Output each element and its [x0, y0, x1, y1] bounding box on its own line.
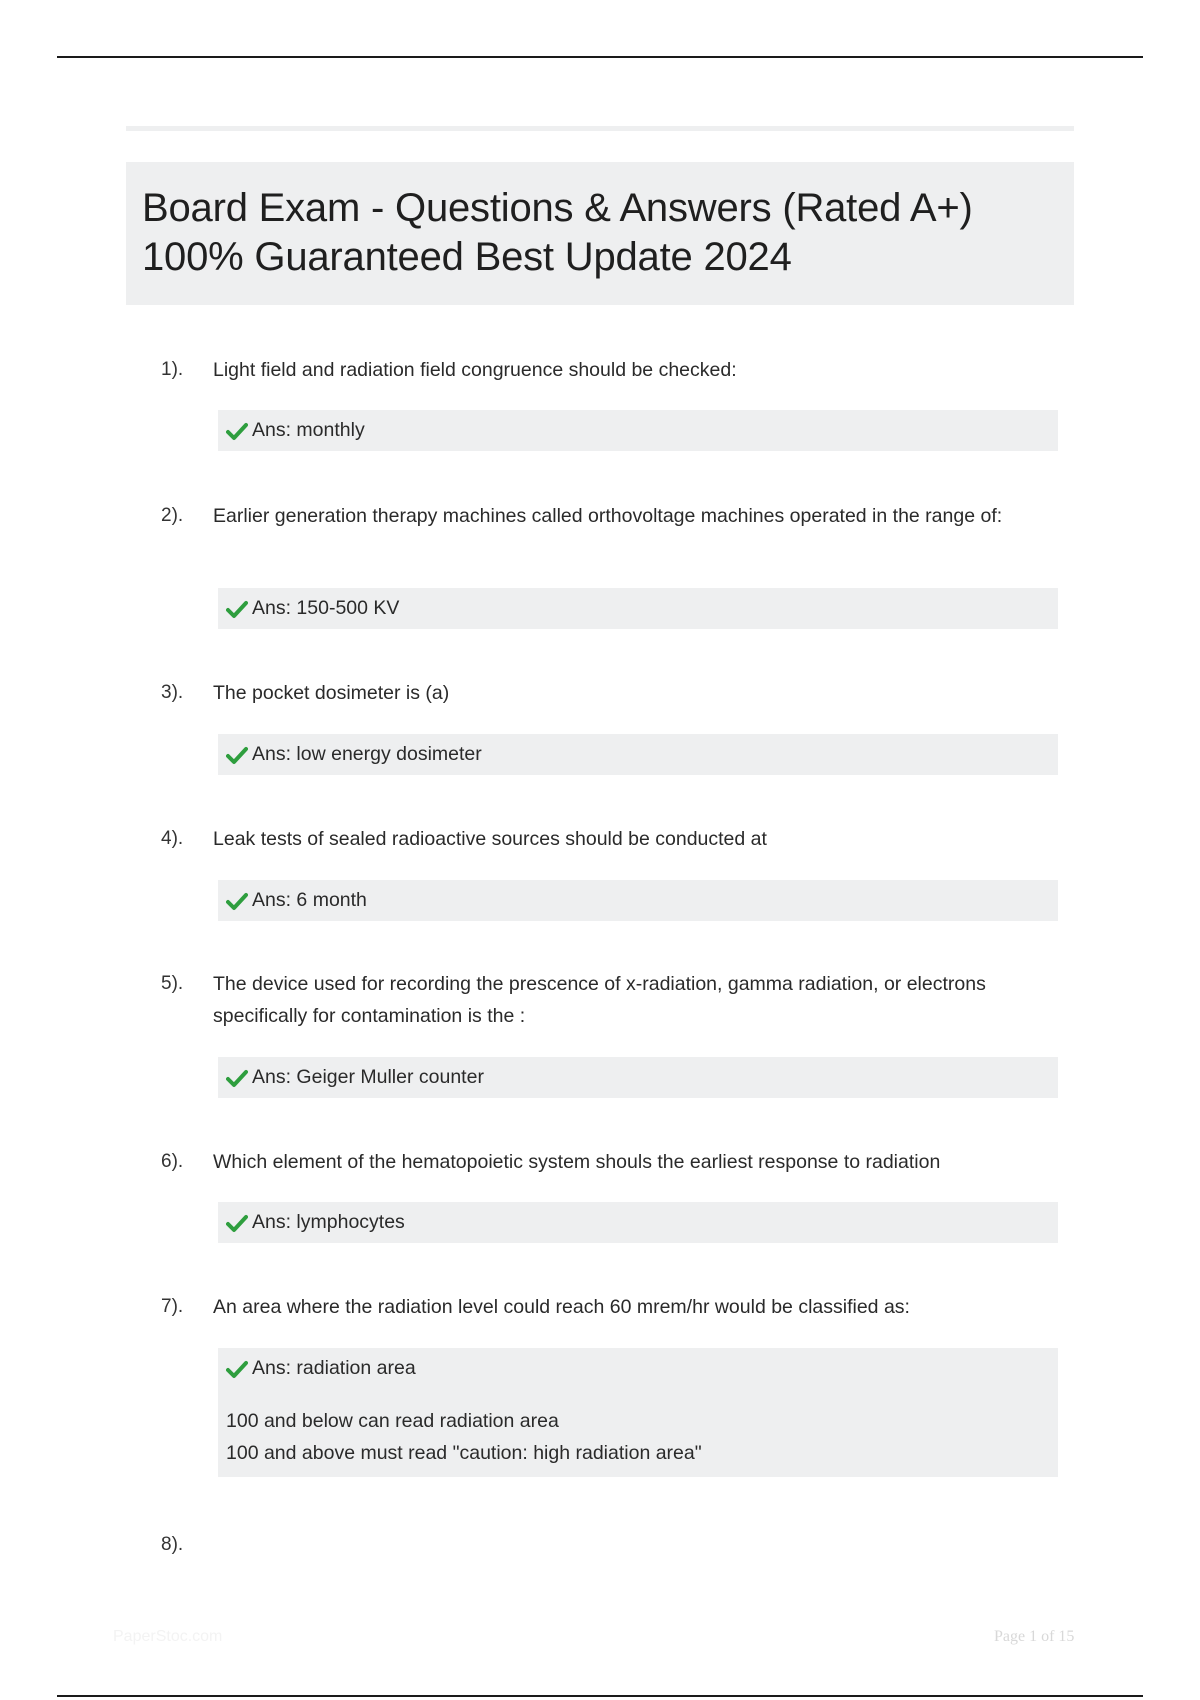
question-number: 4).: [161, 828, 184, 849]
document-title: [142, 184, 1058, 282]
question-text: Which element of the hematopoietic system shouls the earliest response to radiation: [213, 1151, 941, 1173]
answer-text: Ans: radiation area: [252, 1357, 416, 1379]
question-number: 3).: [161, 682, 184, 703]
answer-note: 100 and above must read "caution: high radiation area": [226, 1442, 702, 1464]
answer-text: Ans: lymphocytes: [252, 1211, 405, 1233]
footer-rule: [57, 1695, 1143, 1697]
check-icon: [226, 599, 248, 619]
check-icon: [226, 1359, 248, 1379]
page-number: Page 1 of 15: [994, 1628, 1075, 1645]
answer-text: Ans: 6 month: [252, 889, 367, 911]
question-text: The device used for recording the prescence of x-radiation, gamma radiation, or electrons specifically for contamination is the :: [213, 973, 986, 1027]
answer-box: [218, 734, 1058, 775]
question-text: The pocket dosimeter is (a): [213, 682, 450, 704]
header-rule: [57, 56, 1143, 58]
answer-text: Ans: Geiger Muller counter: [252, 1066, 484, 1088]
title-divider: [126, 126, 1074, 131]
question-text: Earlier generation therapy machines called orthovoltage machines operated in the range of:: [213, 505, 1003, 527]
question-text: Light field and radiation field congruence should be checked:: [213, 359, 737, 381]
answer-text: Ans: monthly: [252, 419, 365, 441]
watermark: PaperStoc.com: [113, 1628, 223, 1645]
question-number: 6).: [161, 1151, 184, 1172]
question-number: 1).: [161, 359, 184, 380]
question-number: 7).: [161, 1296, 184, 1317]
question-text: Leak tests of sealed radioactive sources should be conducted at: [213, 828, 767, 850]
check-icon: [226, 891, 248, 911]
question-number: 8).: [161, 1534, 184, 1555]
answer-box: [218, 1057, 1058, 1098]
answer-box: [218, 410, 1058, 451]
document-title-line-2: 100% Guaranteed Best Update 2024: [142, 235, 792, 279]
check-icon: [226, 745, 248, 765]
answer-box: [218, 1202, 1058, 1243]
answer-box: [218, 880, 1058, 921]
question-text: An area where the radiation level could reach 60 mrem/hr would be classified as:: [213, 1296, 910, 1318]
answer-box: [218, 588, 1058, 629]
check-icon: [226, 1068, 248, 1088]
answer-box: [218, 1348, 1058, 1477]
answer-text: Ans: low energy dosimeter: [252, 743, 482, 765]
title-banner: [126, 162, 1074, 305]
answer-note: 100 and below can read radiation area: [226, 1410, 559, 1432]
question-number: 2).: [161, 505, 184, 526]
check-icon: [226, 1213, 248, 1233]
question-number: 5).: [161, 973, 184, 994]
answer-text: Ans: 150-500 KV: [252, 597, 400, 619]
document-title-line-1: Board Exam - Questions & Answers (Rated A+): [142, 186, 973, 230]
check-icon: [226, 421, 248, 441]
